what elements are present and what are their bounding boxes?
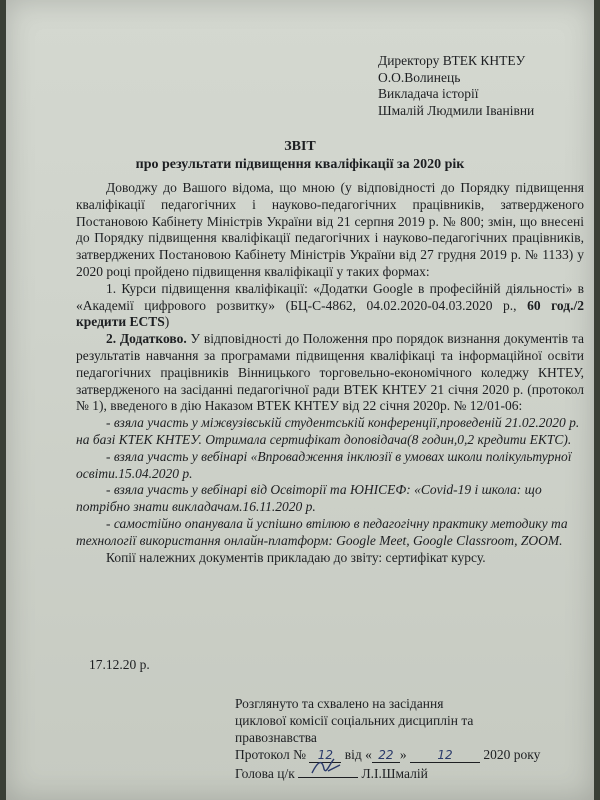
document-sheet [6,0,594,800]
title-heading: ЗВІТ [284,139,316,154]
report-body [76,180,584,566]
activity-item: - самостійно опанувала й успішно втілюю в педагогічну практику методику та технології використання онлайн-платформ: Google Meet, Google Classroom, ZOOM. [76,515,568,548]
from-label: від « [344,747,372,762]
head-name: Л.І.Шмалій [361,766,428,781]
protocol-label: Протокол № [235,747,306,762]
report-date: 17.12.20 р. [89,657,150,672]
activity-item: - взяла участь у вебінарі від Освіторії та ЮНІСЕФ: «Covid-19 і школа: що потрібно знати викладачам.16.11.2020 р. [76,482,542,515]
sender-position: Викладача історії [378,86,479,101]
title-subheading: про результати підвищення кваліфікації за 2020 рік [135,157,465,172]
protocol-month: 12 [410,748,480,763]
item-1-text: 1. Курси підвищення кваліфікації: «Додатки Google в професійній діяльності» в «Академії цифрового розвитку» (БЦ-С-4862, 04.02.2020-04.03.2020 р., [76,280,584,313]
addressee-position: Директору ВТЕК КНТЕУ [378,53,526,68]
addressee-name: О.О.Волинець [378,69,461,85]
protocol-day: 22 [372,748,400,763]
item-1-credits: 60 год./2 кредити ECTS [76,297,584,330]
document-title [6,138,594,174]
head-label: Голова ц/к [235,766,295,781]
protocol-number: 12 [309,748,341,763]
item-2-heading: 2. Додатково. [106,331,187,347]
protocol-year: 2020 року [483,747,541,762]
approval-block [235,695,565,782]
sender-name: Шмалій Людмили Іванівни [378,102,535,118]
addressee-block [378,53,534,119]
item-2-text: У відповідності до Положення про порядок визнання документів та результатів навчання за програмами підвищення кваліфікаці та інформаційної освіти педагогічних працівників Вінницького торговельно-економічного коледжу КНТЕУ, затвердженого на засіданні педагогічної ради ВТЕК КНТЕУ 21 січня 2020 р. (протокол № 1), введеного в дію Наказом ВТЕК КНТЕУ від 22 січня 2020р. № 12/01-06: [76,331,584,414]
activity-item: - взяла участь у міжвузівській студентській конференції,проведеній 21.02.2020 р. на базі КТЕК КНТЕУ. Отримала сертифікат доповідача(8 годин,0,2 кредити ЕКТС). [76,415,580,447]
intro-paragraph: Доводжу до Вашого відома, що мною (у відповідності до Порядку підвищення кваліфікації педагогічних і науково-педагогічних працівників, затвердженого Постановою Кабінету Міністрів України від 21 серпня 2019 р. № 800; змін, що внесені до Порядку підвищення кваліфікації педагогічних і науково-педагогічних працівників, затверджених Постановою Кабінету Міністрів України від 27 грудня 2019 р. № 1133) у 2020 році пройдено підвищення кваліфікації у таких формах: [76,180,584,279]
approval-line-3: правознавства [235,730,317,745]
signature [298,763,358,778]
activity-list [76,415,584,549]
item-2-paragraph [76,331,584,415]
close-quote: » [399,747,407,762]
activity-item: - взяла участь у вебінарі «Впровадження інклюзії в умовах школи полікультурної освіти.15.04.2020 р. [76,448,572,481]
closing-paragraph: Копії належних документів прикладаю до звіту: сертифікат курсу. [106,549,486,565]
protocol-line [235,746,565,763]
item-1-paragraph [76,281,584,331]
approval-line-1: Розглянуто та схвалено на засідання [235,696,444,711]
item-1-end: ) [164,314,170,330]
head-line [235,763,565,782]
approval-line-2: циклової комісії соціальних дисциплін та [235,713,474,728]
